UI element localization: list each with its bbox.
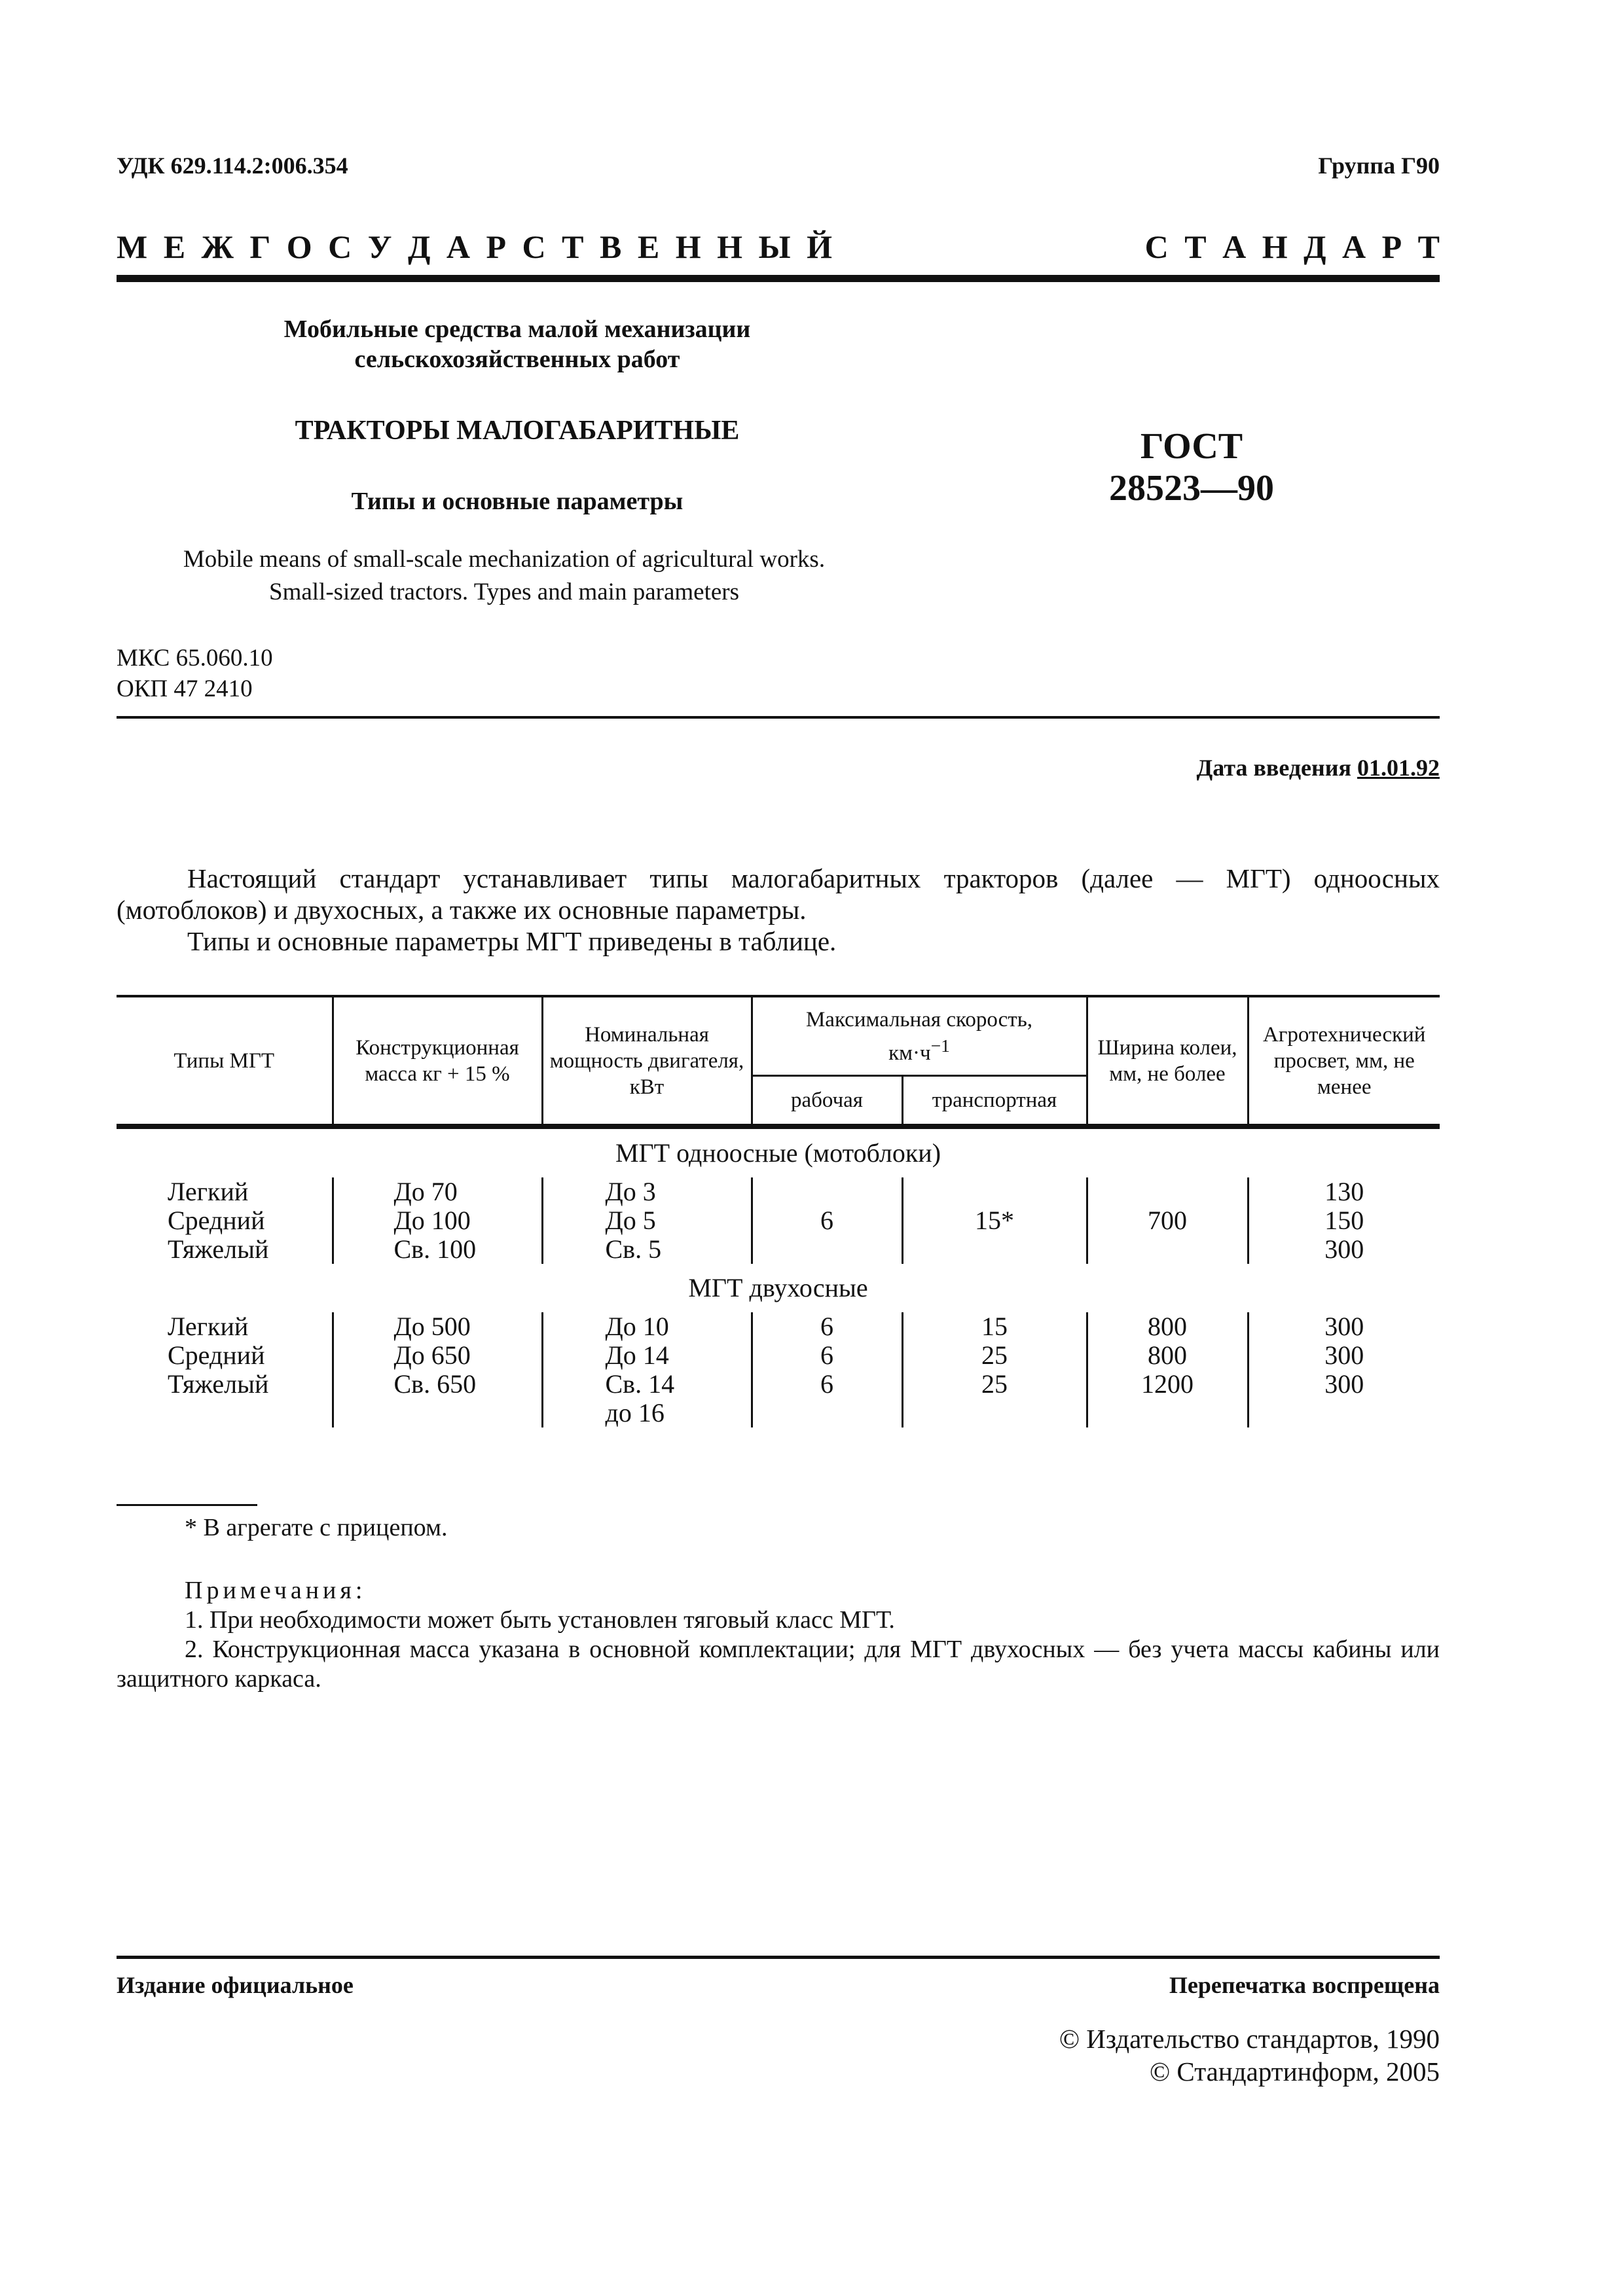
- single-axle-clearance: 130 150 300: [1248, 1177, 1440, 1264]
- two-axle-types: Легкий Средний Тяжелый: [168, 1312, 269, 1399]
- table-row: [117, 1177, 1440, 1264]
- two-axle-speed-work: 6 6 6: [752, 1312, 902, 1427]
- subtitle: Типы и основные параметры: [351, 488, 684, 515]
- footer-rule: [117, 1956, 1440, 1959]
- header-mass: Конструкционная масса кг + 15 %: [333, 996, 542, 1126]
- note-2: 2. Конструкционная масса указана в основной комплектации; для МГТ двухосных — без учета массы кабины или защитного каркаса.: [117, 1636, 1440, 1693]
- header-clearance: Агротехнический просвет, мм, не менее: [1248, 996, 1440, 1126]
- date-value: 01.01.92: [1357, 755, 1440, 781]
- section-two-axle-title: МГТ двухосные: [688, 1273, 868, 1302]
- banner-word-standard: С Т А Н Д А Р Т: [1144, 228, 1440, 265]
- header-speed-work: рабочая: [752, 1076, 902, 1127]
- okp-code: ОКП 47 2410: [117, 675, 253, 702]
- title-line-2: сельскохозяйственных работ: [354, 346, 680, 373]
- gost-label: ГОСТ: [1140, 426, 1243, 467]
- mks-code: МКС 65.060.10: [117, 645, 273, 672]
- title-block: [157, 314, 877, 516]
- single-axle-types: Легкий Средний Тяжелый: [168, 1177, 269, 1264]
- introduction-date: [1197, 754, 1440, 781]
- two-axle-mass: До 500 До 650 Св. 650: [333, 1312, 542, 1427]
- two-axle-track: 800 800 1200: [1087, 1312, 1248, 1427]
- header-speed-label: Максимальная скорость,: [805, 1007, 1033, 1031]
- intro-paragraph-2: Типы и основные параметры МГТ приведены в таблице.: [187, 926, 837, 956]
- note-1: 1. При необходимости может быть установлен тяговый класс МГТ.: [185, 1606, 895, 1634]
- header-speed-transport: транспортная: [902, 1076, 1087, 1127]
- footnote: * В агрегате с прицепом.: [185, 1514, 448, 1541]
- gost-designation: [1080, 425, 1303, 509]
- header-speed: [752, 996, 1087, 1076]
- notes-heading: Примечания:: [185, 1577, 367, 1604]
- notes: [117, 1576, 1440, 1694]
- english-title: [131, 543, 877, 609]
- copyright-2005: © Стандартинформ, 2005: [1150, 2056, 1440, 2087]
- gost-number: 28523—90: [1109, 468, 1274, 509]
- title-line-1: Мобильные средства малой механизации: [283, 315, 751, 343]
- udk-code: УДК 629.114.2:006.354: [117, 152, 348, 179]
- header-track: Ширина колеи, мм, не более: [1087, 996, 1248, 1126]
- classification-codes: [117, 643, 273, 704]
- standard-banner: [117, 228, 1440, 266]
- table-row: [117, 1312, 1440, 1427]
- header-power: Номинальная мощность двигателя, кВт: [542, 996, 752, 1126]
- header-rule: [117, 275, 1440, 282]
- header-speed-unit: $км\cdot ч^{-1}$: [888, 1035, 950, 1065]
- footnote-rule: [117, 1504, 257, 1506]
- banner-word-interstate: М Е Ж Г О С У Д А Р С Т В Е Н Н Ы Й: [117, 228, 832, 265]
- copyright-1990: © Издательство стандартов, 1990: [1059, 2024, 1440, 2054]
- intro-text: [117, 863, 1440, 957]
- main-title: ТРАКТОРЫ МАЛОГАБАРИТНЫЕ: [295, 416, 740, 446]
- parameters-table: [117, 995, 1440, 1427]
- codes-rule: [117, 716, 1440, 719]
- single-axle-track: 700: [1087, 1177, 1248, 1264]
- header-type: Типы МГТ: [117, 996, 333, 1126]
- single-axle-speed-transport: 15*: [902, 1177, 1087, 1264]
- reprint-prohibited: Перепечатка воспрещена: [1169, 1972, 1440, 1998]
- section-single-axle-title: МГТ одноосные (мотоблоки): [615, 1138, 941, 1168]
- single-axle-speed-work: 6: [752, 1177, 902, 1264]
- date-label: Дата введения: [1196, 755, 1351, 781]
- two-axle-speed-transport: 15 25 25: [902, 1312, 1087, 1427]
- two-axle-clearance: 300 300 300: [1248, 1312, 1440, 1427]
- two-axle-power: До 10 До 14 Св. 14 до 16: [542, 1312, 752, 1427]
- english-title-line-1: Mobile means of small-scale mechanization of agricultural works.: [183, 546, 826, 573]
- english-title-line-2: Small-sized tractors. Types and main parameters: [269, 579, 739, 605]
- copyright: [1059, 2022, 1440, 2088]
- group-code: Группа Г90: [1318, 152, 1440, 179]
- single-axle-mass: До 70 До 100 Св. 100: [333, 1177, 542, 1264]
- single-axle-power: До 3 До 5 Св. 5: [542, 1177, 752, 1264]
- intro-paragraph-1: Настоящий стандарт устанавливает типы малогабаритных тракторов (далее — МГТ) одноосных (мотоблоков) и двухосных, а также их основные параметры.: [117, 863, 1440, 925]
- official-edition: Издание официальное: [117, 1972, 354, 1998]
